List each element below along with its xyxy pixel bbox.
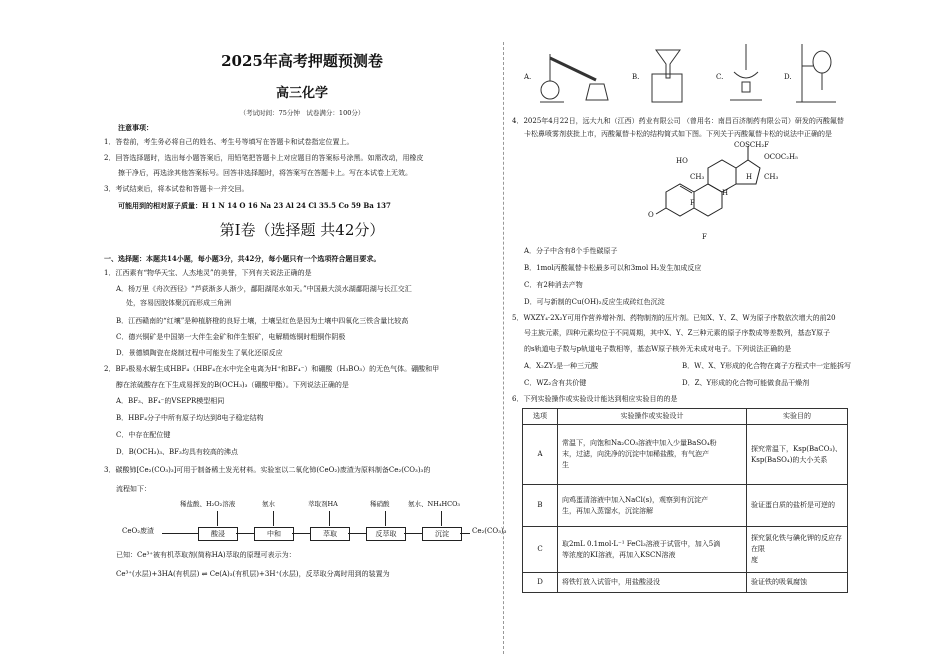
q2-stem-cont: 醇在浓硫酸存在下生成易挥发的B(OCH₃)₃（硼酸甲酯）。下列说法正确的是 (116, 381, 349, 389)
q1-stem: 1．江西素有“物华天宝、人杰地灵”的美誉，下列有关说法正确的是 (104, 269, 312, 277)
fluticasone-structure-diagram (652, 142, 782, 242)
q2-option-c: C．中存在配位键 (116, 431, 171, 439)
cell-line: 等浓度的KI溶液，再加入KSCN溶液 (562, 550, 676, 559)
separatory-funnel-icon (796, 40, 840, 106)
q4-option-d: D．可与新制的Cu(OH)₂反应生成砖红色沉淀 (524, 298, 665, 306)
table-cell-option: C (523, 527, 558, 573)
table-row (523, 485, 848, 527)
q1-option-a-cont: 处，容易因胶体聚沉而形成三角洲 (126, 299, 231, 307)
section-instruction: 一、选择题：本题共14小题，每小题3分，共42分，每小题只有一个选项符合题目要求。 (104, 254, 381, 263)
flow-reagent: 稀盐酸、H₂O₂溶液 (180, 500, 236, 508)
flow-reagent: 萃取剂HA (308, 500, 338, 508)
note-item: 擦干净后，再选涂其他答案标号。回答非选择题时，将答案写在答题卡上。写在本试卷上无效。 (118, 169, 412, 177)
q3-known: 已知：Ce³⁺被有机萃取剂(简称HA)萃取的原理可表示为： (116, 551, 296, 559)
struct-label: F (702, 233, 707, 241)
q5-stem: 5．WXZY₄·2X₂Y可用作营养增补剂、药物制剂的压片剂。已知X、Y、Z、W为原子序数依次增大的前20 (512, 314, 836, 322)
funnel-beaker-icon (646, 46, 690, 106)
struct-label: HO (676, 157, 688, 165)
struct-label: OCOC₂H₅ (764, 153, 798, 161)
apparatus-label-b: B. (632, 73, 640, 81)
cell-line: 将铁钉放入试管中，用盐酸浸没 (562, 578, 660, 586)
cell-line: 取2mL 0.1mol·L⁻¹ FeCl₃溶液于试管中，加入5滴 (562, 539, 721, 548)
cell-line: 验证铁的吸氧腐蚀 (751, 578, 807, 586)
struct-label: CH₃ (690, 173, 705, 181)
q4-option-b: B．1mol丙酸氟替卡松最多可以和3mol H₂发生加成反应 (524, 264, 702, 272)
atomic-masses: 可能用到的相对原子质量：H 1 N 14 O 16 Na 23 Al 24 Cl 35.5 Co 59 Ba 137 (118, 201, 391, 210)
flow-start: CeO₂废渣 (122, 527, 155, 535)
note-item: 3．考试结束后，将本试卷和答题卡一并交回。 (104, 185, 249, 193)
flow-step: 沉淀 (422, 527, 462, 541)
note-item: 2．回答选择题时，选出每小题答案后，用铅笔把答题卡上对应题目的答案标号涂黑。如需改动，用橡皮 (104, 154, 424, 162)
left-column (104, 0, 507, 672)
evaporating-dish-icon (726, 42, 766, 106)
apparatus-label-d: D. (784, 73, 792, 81)
q5-option-c: C．WZ₂含有共价键 (524, 379, 587, 387)
table-cell-option: B (523, 485, 558, 527)
table-header: 选项 (523, 409, 558, 425)
struct-label: O (648, 211, 654, 219)
q4-stem: 4．2025年4月22日，远大九和（江西）药业有限公司 （曾用名：南昌百济制药有限公司）研发的丙酸氟替 (512, 117, 844, 125)
flow-end: Ce₂(CO₃)₃ (472, 527, 507, 535)
q1-option-d: D．景德镇陶瓷在烧制过程中可能发生了氧化还原反应 (116, 349, 283, 357)
q5-stem-cont: 号主族元素，四种元素均位于不同周期，其中X、Y、Z三种元素的原子序数成等差数列，基态Y原子 (524, 329, 831, 337)
notes-title: 注意事项： (118, 123, 153, 132)
column-divider (503, 42, 504, 654)
q3-stem-cont: 流程如下： (116, 485, 151, 493)
q3-equation: Ce³⁺(水层)+3HA(有机层) ⇌ Ce(A)₃(有机层)+3H⁺(水层)，反萃取分离时用到的装置为 (116, 570, 390, 578)
q3-flowchart (122, 499, 507, 547)
cell-line: 探究氯化铁与碘化钾的反应存在限 (751, 534, 842, 553)
q4-stem-cont: 卡松鼻喷雾剂获批上市，丙酸氟替卡松的结构简式如下图。下列关于丙酸氟替卡松的说法中正确的是 (524, 130, 832, 138)
note-item: 1．答卷前，考生务必将自己的姓名、考生号等填写在答题卡和试卷指定位置上。 (104, 138, 354, 146)
q2-stem: 2．BF₃极易水解生成HBF₄（HBF₄在水中完全电离为H⁺和BF₄⁻）和硼酸（H₃BO₃）的无色气体。硼酸和甲 (104, 365, 440, 373)
q1-option-a: A．杨万里《舟次西径》“芦荻渐多人渐少，鄱阳湖尾水如天。”中国最大淡水湖鄱阳湖与长江交汇 (116, 285, 412, 293)
cell-line: Ksp(BaSO₄)的大小关系 (751, 455, 828, 464)
q2-option-a: A．BF₃、BF₄⁻的VSEPR模型相同 (116, 397, 225, 405)
q1-option-b: B．江西赣南的“红壤”是种植脐橙的良好土壤，土壤呈红色是因为土壤中四氧化三铁含量比较高 (116, 317, 409, 325)
struct-label: F (690, 199, 695, 207)
right-column (512, 0, 851, 672)
q5-option-d: D．Z、Y形成的化合物可能做食品干燥剂 (682, 379, 810, 387)
table-cell-goal (747, 527, 848, 573)
section-title: 第Ⅰ卷（选择题 共42分） (219, 221, 385, 239)
table-cell-operation (558, 573, 747, 593)
table-cell-operation (558, 527, 747, 573)
flow-step: 酸浸 (198, 527, 238, 541)
cell-line: 生 (562, 461, 569, 469)
flow-reagent: 稀硝酸 (370, 500, 390, 508)
flow-reagent: 氨水 (262, 500, 275, 508)
cell-line: 常温下，向饱和Na₂CO₃溶液中加入少量BaSO₄粉 (562, 439, 717, 447)
table-cell-operation (558, 425, 747, 485)
table-cell-goal (747, 485, 848, 527)
table-row (523, 573, 848, 593)
subject-title: 高三化学 (275, 86, 328, 101)
cell-line: 向鸡蛋清溶液中加入NaCl(s)，观察到有沉淀产 (562, 495, 708, 504)
exam-title: 2025年高考押题预测卷 (221, 52, 383, 70)
q2-option-d: D．B(OCH₃)₃、BF₃均具有较高的沸点 (116, 448, 238, 456)
struct-label: H (746, 173, 753, 181)
table-row (523, 527, 848, 573)
struct-label: CH₃ (764, 173, 779, 181)
q1-option-c: C．德兴铜矿是中国第一大伴生金矿和伴生银矿，电解精炼铜时粗铜作阴极 (116, 333, 346, 341)
q2-option-b: B．HBF₄分子中所有原子均达到8电子稳定结构 (116, 414, 264, 422)
distillation-apparatus-icon (536, 44, 612, 104)
table-cell-option: D (523, 573, 558, 593)
cell-line: 末，过滤，向洗净的沉淀中加稀盐酸，有气泡产 (562, 450, 709, 458)
apparatus-label-a: A. (524, 73, 532, 81)
flow-step: 萃取 (310, 527, 350, 541)
table-cell-option: A (523, 425, 558, 485)
table-header: 实验目的 (747, 409, 848, 425)
cell-line: 度 (751, 556, 758, 564)
q5-option-a: A．X₂ZY₂是一种三元酸 (524, 362, 599, 370)
table-header-row (523, 409, 848, 425)
table-cell-goal (747, 573, 848, 593)
table-cell-goal (747, 425, 848, 485)
q3-stem: 3．碳酸铈[Ce₂(CO₃)₃]可用于制备稀土发光材料。实验室以二氧化铈(CeO₂)废渣为原料制备Ce₂(CO₃)₃的 (104, 466, 431, 474)
cell-line: 验证蛋白质的盐析是可逆的 (751, 501, 835, 509)
table-header: 实验操作或实验设计 (558, 409, 747, 425)
table-row (523, 425, 848, 485)
cell-line: 探究常温下，Ksp(BaCO₃)、 (751, 444, 842, 453)
q5-stem-cont: 的s轨道电子数与p轨道电子数相等，基态W原子核外无未成对电子。下列说法正确的是 (524, 345, 792, 353)
apparatus-label-c: C. (716, 73, 724, 81)
flow-step: 反萃取 (366, 527, 406, 541)
struct-label: H (722, 189, 729, 197)
q6-table (522, 408, 848, 593)
table-cell-operation (558, 485, 747, 527)
struct-label: COSCH₂F (734, 141, 770, 149)
q4-option-c: C．有2种消去产物 (524, 281, 583, 289)
q4-option-a: A．分子中含有8个手性碳原子 (524, 247, 618, 255)
exam-info: （考试时间：75分钟 试卷满分：100分） (239, 109, 365, 117)
flow-step: 中和 (254, 527, 294, 541)
q6-stem: 6．下列实验操作或实验设计能达到相应实验目的的是 (512, 395, 678, 403)
q5-option-b: B．W、X、Y形成的化合物在离子方程式中一定能拆写 (682, 362, 851, 370)
cell-line: 生，再加入蒸馏水，沉淀溶解 (562, 506, 653, 515)
flow-reagent: 氨水、NH₄HCO₃ (408, 500, 461, 508)
